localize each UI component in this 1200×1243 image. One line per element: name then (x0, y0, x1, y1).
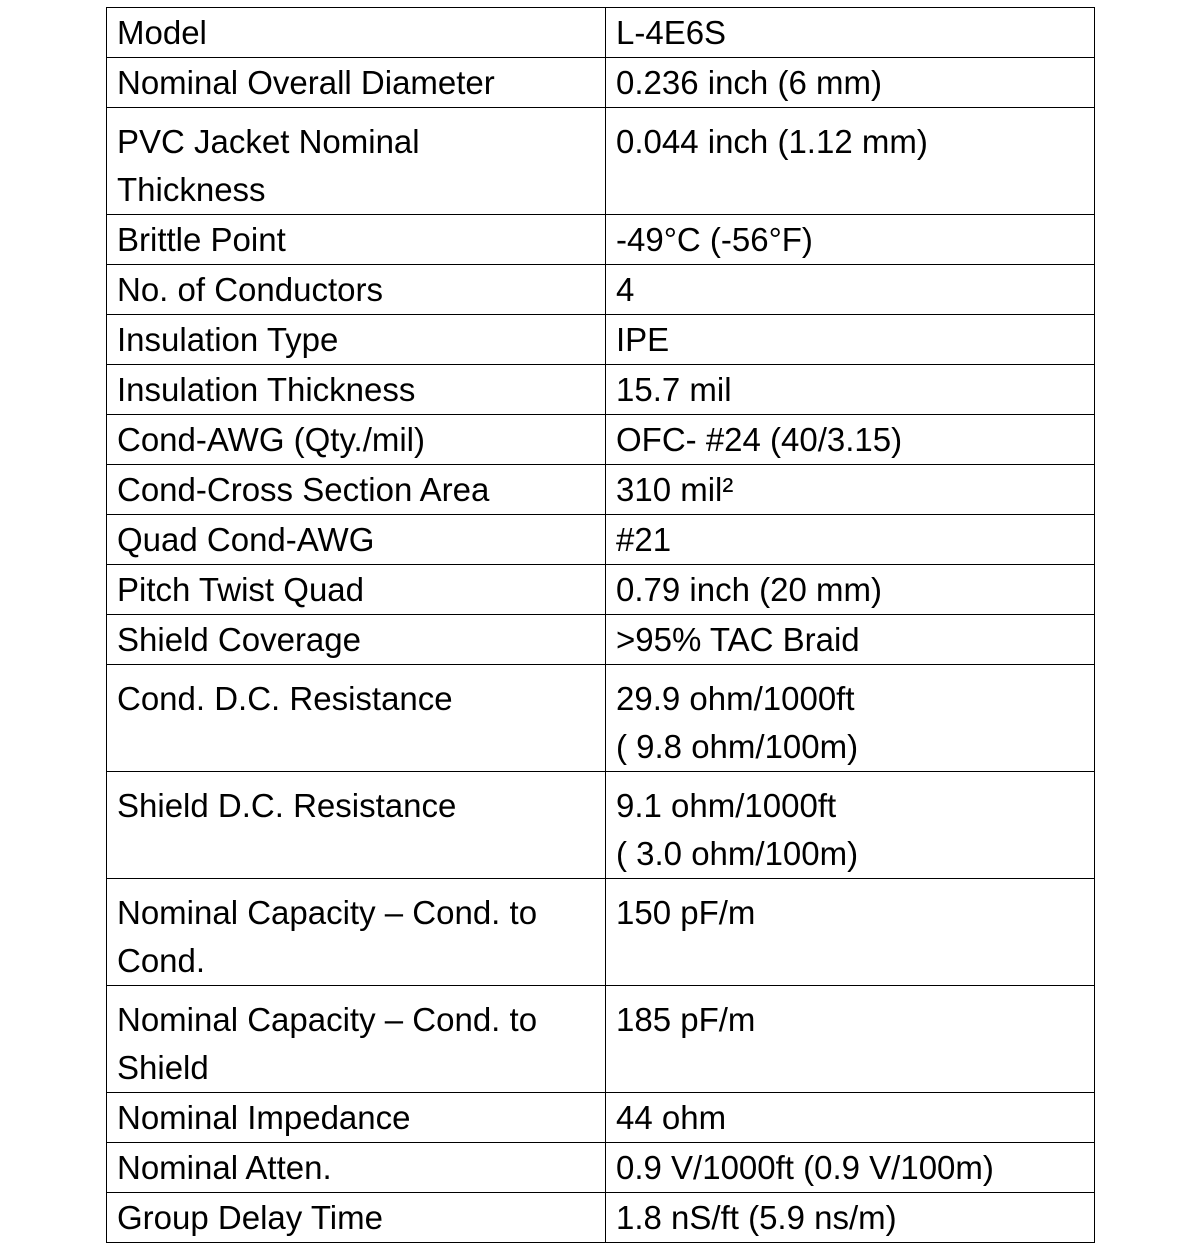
spec-table (106, 7, 1095, 1243)
spec-value: L-4E6S (606, 8, 1095, 58)
spec-value: >95% TAC Braid (606, 615, 1095, 665)
spec-value: 185 pF/m (606, 986, 1095, 1093)
table-row (107, 665, 1095, 772)
spec-label: Group Delay Time (107, 1193, 606, 1243)
table-row (107, 465, 1095, 515)
spec-label: No. of Conductors (107, 265, 606, 315)
spec-value: #21 (606, 515, 1095, 565)
spec-value: 4 (606, 265, 1095, 315)
spec-label: Nominal Impedance (107, 1093, 606, 1143)
spec-label: Brittle Point (107, 215, 606, 265)
spec-label: Cond-Cross Section Area (107, 465, 606, 515)
table-row (107, 315, 1095, 365)
table-row (107, 515, 1095, 565)
table-row (107, 8, 1095, 58)
table-row (107, 615, 1095, 665)
table-row (107, 565, 1095, 615)
spec-value: 15.7 mil (606, 365, 1095, 415)
spec-label: Nominal Overall Diameter (107, 58, 606, 108)
spec-value: OFC- #24 (40/3.15) (606, 415, 1095, 465)
table-row (107, 772, 1095, 879)
table-row (107, 986, 1095, 1093)
table-row (107, 215, 1095, 265)
table-row (107, 1093, 1095, 1143)
spec-value: 0.9 V/1000ft (0.9 V/100m) (606, 1143, 1095, 1193)
spec-label: Pitch Twist Quad (107, 565, 606, 615)
spec-label: Shield D.C. Resistance (107, 772, 606, 879)
spec-label: Insulation Thickness (107, 365, 606, 415)
spec-label: Model (107, 8, 606, 58)
table-row (107, 265, 1095, 315)
spec-value: 0.79 inch (20 mm) (606, 565, 1095, 615)
table-row (107, 1143, 1095, 1193)
spec-value: 29.9 ohm/1000ft ( 9.8 ohm/100m) (606, 665, 1095, 772)
spec-label: PVC Jacket Nominal Thickness (107, 108, 606, 215)
spec-label: Cond. D.C. Resistance (107, 665, 606, 772)
spec-label: Cond-AWG (Qty./mil) (107, 415, 606, 465)
spec-value: 1.8 nS/ft (5.9 ns/m) (606, 1193, 1095, 1243)
spec-value: 150 pF/m (606, 879, 1095, 986)
table-row (107, 879, 1095, 986)
spec-value: -49°C (-56°F) (606, 215, 1095, 265)
spec-table-body (107, 8, 1095, 1243)
spec-label: Nominal Capacity – Cond. to Cond. (107, 879, 606, 986)
spec-label: Shield Coverage (107, 615, 606, 665)
table-row (107, 108, 1095, 215)
spec-value: 310 mil² (606, 465, 1095, 515)
spec-label: Quad Cond-AWG (107, 515, 606, 565)
spec-label: Nominal Atten. (107, 1143, 606, 1193)
table-row (107, 58, 1095, 108)
table-row (107, 365, 1095, 415)
spec-value: IPE (606, 315, 1095, 365)
spec-value: 44 ohm (606, 1093, 1095, 1143)
spec-value: 9.1 ohm/1000ft ( 3.0 ohm/100m) (606, 772, 1095, 879)
spec-label: Nominal Capacity – Cond. to Shield (107, 986, 606, 1093)
spec-value: 0.236 inch (6 mm) (606, 58, 1095, 108)
spec-label: Insulation Type (107, 315, 606, 365)
spec-value: 0.044 inch (1.12 mm) (606, 108, 1095, 215)
table-row (107, 1193, 1095, 1243)
table-row (107, 415, 1095, 465)
